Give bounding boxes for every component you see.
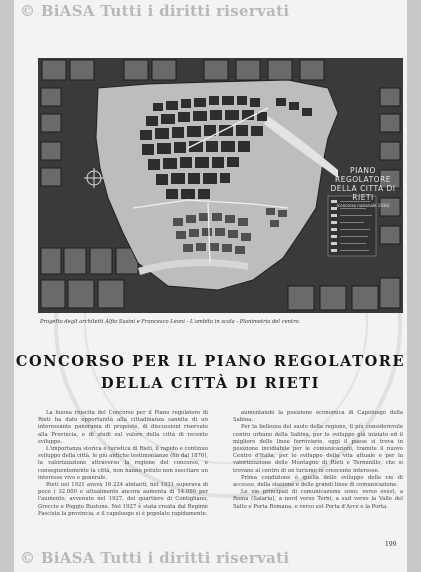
paragraph: Per la bellezza del suolo della regione, il più considerevole centro urbano della Sabina, per lo sviluppo già iniziato ed il migliore delle linee ferroviarie, oggi il paese si trova in posizione invidiabile per le comunicazioni, tramite il nuovo Centro d'Italia, per lo sviluppo della vita attuale e per la valorizzazione delle Montagne di Rieti e Terminillo, che si trovano al centro di un turismo in crescente interesse.: [233, 424, 403, 474]
plan-title: [327, 166, 399, 208]
paragraph: L'importanza storica e turistica di Rieti, il rapido e continuo sviluppo della città, le più antiche testimonianze (fin dal 1870), la valorizzazione attraverso la regione del concorso, e conseguentemente la città, non hanno potuto non suscitare un interesse vivo e generale.: [38, 446, 208, 481]
paragraph: aumentando la posizione economica di Capoluogo della Sabina.: [233, 410, 403, 424]
magazine-page: [14, 0, 407, 572]
plan-title-line1: PIANO REGOLATORE: [335, 166, 391, 184]
watermark-bottom: © BiASA Tutti i diritti riservati: [20, 549, 290, 567]
plan-subtitle: (concorso nazionale 1934): [336, 203, 390, 208]
paragraph: Rieti nel 1921 aveva 16.224 abitanti, nel 1931 superava di poco i 32.000 e attualmente ancora aumenta di 14.000 per l'aumento, avvenuto nel 1927, del quartiere di Contigliano, Greccio e Poggio Bustone. Nel 1927 è stata creata dal Regime Fascista la provincia, e il capoluogo si è popolato rapidamente.: [38, 482, 208, 517]
page-number: 199: [385, 541, 397, 548]
article-headline-line1: CONCORSO PER IL PIANO REGOLATORE: [15, 353, 406, 370]
plan-title-line2: DELLA CITTÀ DI RIETI: [330, 184, 396, 202]
figure-caption: Progetto degli architetti Alfio Susini e Francesco Leoni - L'ambito in scala - Planimetria del centro.: [40, 319, 301, 325]
paragraph: Le vie principali di comunicazione sono: verso ovest, a Roma (Salaria), a nord verso Terni, a sud verso la Valle del Salto e Porta Romana, e verso est Porta d'Arce e la Porta.: [233, 489, 403, 510]
text-column-right: [233, 410, 403, 511]
text-column-left: [38, 410, 208, 518]
paragraph: La buona riuscita del Concorso per il Piano regolatore di Rieti ha dato opportunità alla cittadinanza sannita di un interessante panorama di proposte, di discussioni riservate alla Provincia, e di studi sul valore della città di recente sviluppo.: [38, 410, 208, 445]
watermark-top: © BiASA Tutti i diritti riservati: [20, 2, 290, 20]
plan-photograph: [38, 58, 403, 313]
paragraph: Prima condizione è quella dello sviluppo delle vie di accesso, della stazione e delle grandi linee di comunicazione.: [233, 474, 403, 489]
article-headline-line2: DELLA CITTÀ DI RIETI: [100, 375, 321, 392]
